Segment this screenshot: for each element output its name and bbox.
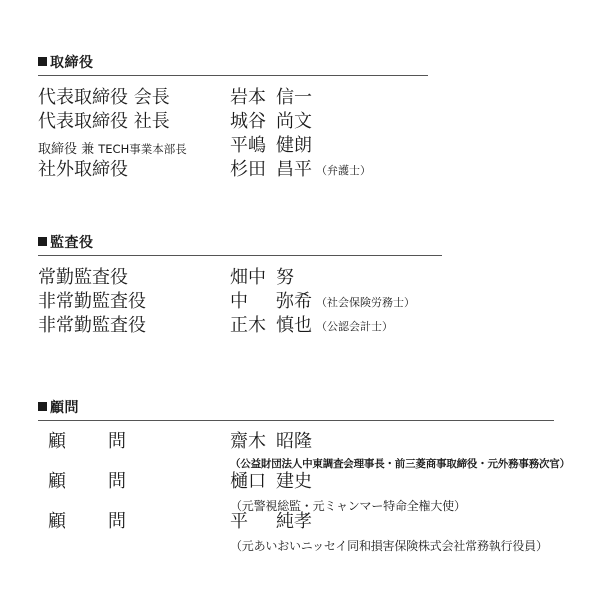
member-note: （弁護士） <box>316 164 371 177</box>
given-name: 信一 <box>276 87 312 108</box>
advisor-role <box>48 430 126 454</box>
member-row <box>38 290 578 314</box>
section-title-advisors <box>38 397 79 417</box>
section-title-audit <box>38 232 94 252</box>
square-bullet-icon <box>38 237 47 246</box>
family-name: 平嶋 <box>230 135 266 156</box>
given-name: 弥希 <box>276 291 312 312</box>
member-row <box>38 158 578 182</box>
member-role: 非常勤監査役 <box>38 315 146 336</box>
section-title-text: 取締役 <box>50 55 94 71</box>
advisor-role-char: 問 <box>108 471 126 492</box>
advisor-role-char: 問 <box>108 511 126 532</box>
family-name: 岩本 <box>230 87 266 108</box>
section-title-text: 顧問 <box>50 400 79 416</box>
member-name <box>230 86 312 110</box>
square-bullet-icon <box>38 402 47 411</box>
advisor-row <box>38 470 578 513</box>
member-name <box>230 110 312 134</box>
member-role-rest: TECH事業本部長 <box>98 142 187 156</box>
member-row <box>38 110 578 134</box>
member-role: 代表取締役 社長 <box>38 111 170 132</box>
family-name: 杉田 <box>230 159 266 180</box>
member-row <box>38 86 578 110</box>
member-note: （社会保険労務士） <box>316 296 415 309</box>
section-divider <box>38 75 428 76</box>
given-name: 建史 <box>276 471 312 492</box>
member-row <box>38 134 578 158</box>
member-name <box>230 290 415 315</box>
family-name: 中 <box>230 291 248 312</box>
given-name: 純孝 <box>276 511 312 532</box>
family-name: 平 <box>230 511 248 532</box>
member-name <box>230 430 312 454</box>
advisor-role-char: 問 <box>108 431 126 452</box>
advisor-note: （元警視総監・元ミャンマー特命全権大使） <box>230 499 466 513</box>
family-name: 正木 <box>230 315 266 336</box>
family-name: 畑中 <box>230 267 266 288</box>
family-name: 城谷 <box>230 111 266 132</box>
member-role: 代表取締役 会長 <box>38 87 170 108</box>
member-role: 常勤監査役 <box>38 267 128 288</box>
member-name <box>230 314 393 339</box>
square-bullet-icon <box>38 57 47 66</box>
given-name: 努 <box>276 267 294 288</box>
section-title-text: 監査役 <box>50 235 94 251</box>
section-divider <box>38 255 442 256</box>
member-role-prefix: 取締役 兼 <box>38 142 99 157</box>
member-role: 非常勤監査役 <box>38 291 146 312</box>
advisor-row <box>38 430 578 470</box>
member-name <box>230 510 312 534</box>
member-role: 社外取締役 <box>38 159 128 180</box>
given-name: 慎也 <box>276 315 312 336</box>
member-note: （公認会計士） <box>316 320 393 333</box>
given-name: 昌平 <box>276 159 312 180</box>
advisor-note: （公益財団法人中東調査会理事長・前三菱商事取締役・元外務事務次官） <box>230 458 570 470</box>
advisor-role <box>48 470 126 494</box>
advisor-role-char: 顧 <box>48 511 66 532</box>
given-name: 尚文 <box>276 111 312 132</box>
member-name <box>230 134 312 158</box>
member-name <box>230 266 294 290</box>
advisor-note: （元あいおいニッセイ同和損害保険株式会社常務執行役員） <box>230 539 548 553</box>
section-divider <box>38 420 554 421</box>
section-title-board <box>38 52 94 72</box>
member-name <box>230 158 371 183</box>
family-name: 齋木 <box>230 431 266 452</box>
member-row <box>38 314 578 338</box>
given-name: 昭隆 <box>276 431 312 452</box>
advisor-role-char: 顧 <box>48 471 66 492</box>
advisor-row <box>38 510 578 553</box>
given-name: 健朗 <box>276 135 312 156</box>
advisor-role-char: 顧 <box>48 431 66 452</box>
member-name <box>230 470 312 494</box>
family-name: 樋口 <box>230 471 266 492</box>
member-row <box>38 266 578 290</box>
advisor-role <box>48 510 126 534</box>
